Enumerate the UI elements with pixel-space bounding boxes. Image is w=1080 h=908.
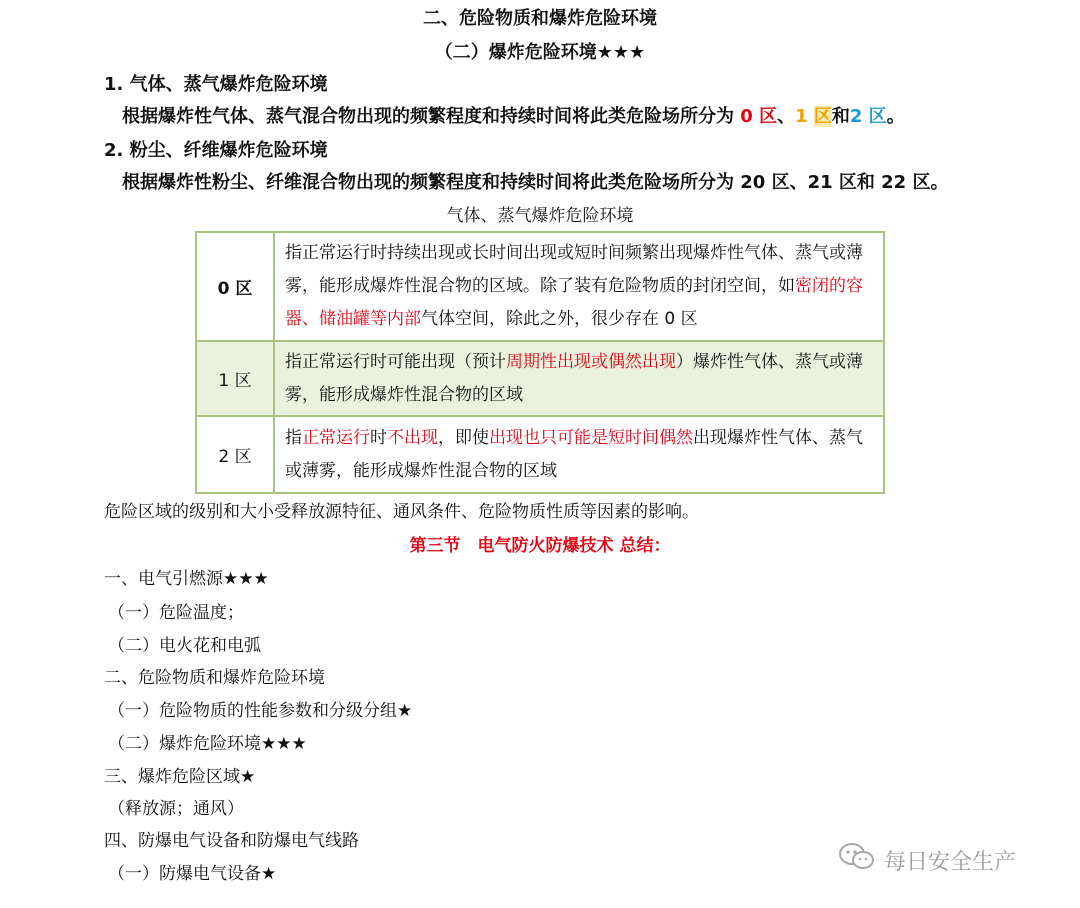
- desc-text: 出现爆炸性气体、蒸气或薄雾，能形成爆炸性混合物的区域: [285, 427, 863, 481]
- watermark: [838, 843, 1016, 877]
- note-text: 危险区域的级别和大小受释放源特征、通风条件、危险物质性质等因素的影响。: [104, 502, 699, 522]
- sec1-sep: 、: [777, 106, 796, 127]
- desc-text: 指: [285, 427, 302, 448]
- sec1-and: 和: [831, 106, 850, 127]
- outline-item: 一、电气引燃源★★★: [104, 569, 269, 589]
- highlight-text: 周期性出现或偶然出现: [506, 351, 676, 372]
- outline-item: 三、爆炸危险区域★: [104, 767, 256, 787]
- zone-table: [195, 231, 885, 494]
- outline-item: （释放源；通风）: [108, 799, 244, 819]
- table-row: [196, 232, 884, 341]
- sec1-text-pre: 根据爆炸性气体、蒸气混合物出现的频繁程度和持续时间将此类危险场所分为: [122, 106, 734, 127]
- zone1-label-char: 区: [813, 106, 832, 127]
- outline-item: （一）危险物质的性能参数和分级分组★: [108, 701, 413, 721]
- zone2-label: 2 区: [849, 106, 887, 127]
- zone-cell: 2 区: [196, 416, 274, 493]
- zone-cell: 0 区: [196, 232, 274, 341]
- sec1-text: [122, 104, 905, 130]
- outline-item: （一）危险温度；: [108, 603, 244, 623]
- desc-text: ）爆炸性气体、蒸气或薄雾，能形成爆炸性混合物的区域: [285, 351, 863, 405]
- zone-cell: 1 区: [196, 341, 274, 416]
- sec1-title: 1. 气体、蒸气爆炸危险环境: [104, 74, 328, 95]
- zone1-label-num: 1: [795, 106, 808, 127]
- outline-item: 四、防爆电气设备和防爆电气线路: [104, 831, 359, 851]
- sec2-text: 根据爆炸性粉尘、纤维混合物出现的频繁程度和持续时间将此类危险场所分为 20 区、21 区和 22 区。: [122, 172, 949, 193]
- sec1-end: 。: [886, 106, 905, 127]
- heading-sub: （二）爆炸危险环境★★★: [434, 42, 646, 63]
- outline-item: （二）爆炸危险环境★★★: [108, 734, 307, 754]
- outline-item: 二、危险物质和爆炸危险环境: [104, 668, 325, 688]
- desc-text: 指正常运行时可能出现（预计: [285, 351, 506, 372]
- sec2-title: 2. 粉尘、纤维爆炸危险环境: [104, 140, 328, 161]
- summary-title: 第三节 电气防火防爆技术 总结：: [409, 536, 671, 556]
- table-row: [196, 341, 884, 416]
- outline-item: （一）防爆电气设备★: [108, 864, 277, 884]
- heading-main: 二、危险物质和爆炸危险环境: [423, 8, 657, 29]
- table-caption: 气体、蒸气爆炸危险环境: [446, 206, 634, 226]
- highlight-text: 出现也只可能是短时间偶然: [489, 427, 693, 448]
- wechat-icon: [838, 842, 876, 878]
- highlight-text: 不出现: [387, 427, 438, 448]
- desc-text: ，即使: [438, 427, 489, 448]
- zone-desc: [274, 232, 884, 341]
- desc-text: 指正常运行时持续出现或长时间出现或短时间频繁出现爆炸性气体、蒸气或薄雾，能形成爆炸性混合物的区域。除了装有危险物质的封闭空间，如: [285, 243, 863, 296]
- table-row: [196, 416, 884, 493]
- desc-text: 时: [370, 427, 387, 448]
- desc-text: 气体空间，除此之外，很少存在 0 区: [421, 309, 698, 329]
- watermark-text: 每日安全生产: [884, 849, 1017, 875]
- outline-item: （二）电火花和电弧: [108, 636, 261, 656]
- zone-desc: [274, 416, 884, 493]
- highlight-text: 正常运行: [302, 427, 370, 448]
- zone-desc: [274, 341, 884, 416]
- zone0-label: 0 区: [740, 106, 778, 127]
- highlight-text: 密闭的容器、储油罐等内部: [285, 276, 863, 329]
